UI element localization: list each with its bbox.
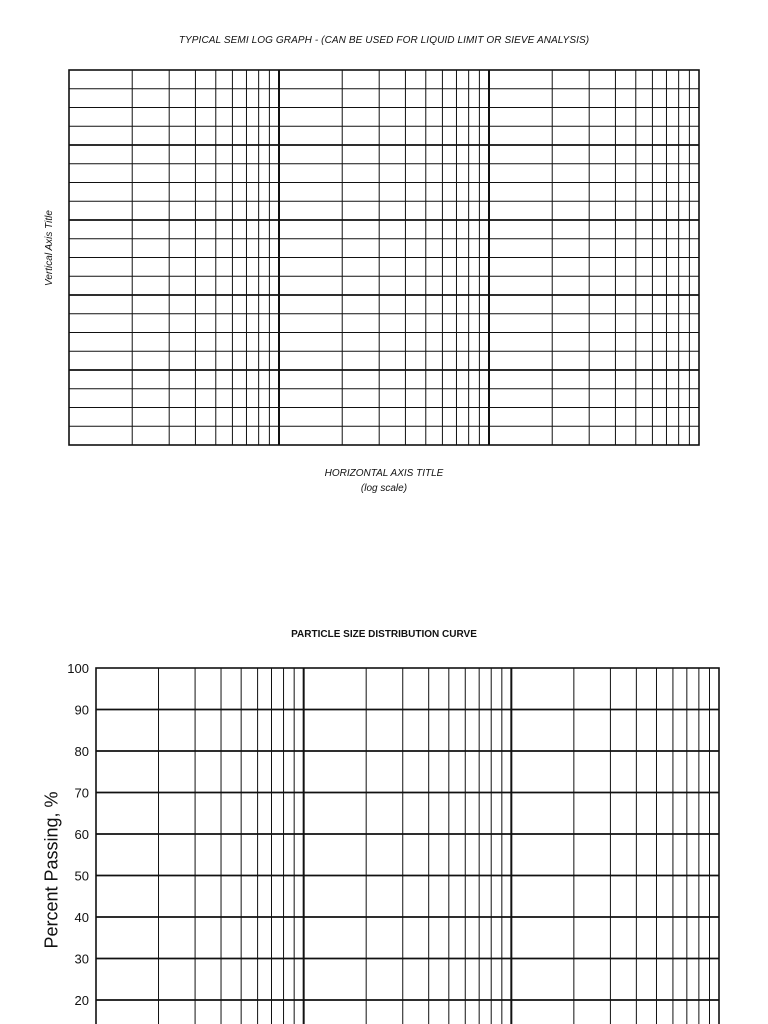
graph2-title: PARTICLE SIZE DISTRIBUTION CURVE	[291, 629, 477, 640]
graph1-vertical-axis-title: Vertical Axis Title	[44, 210, 55, 286]
graph2-y-tick-label: 100	[67, 661, 89, 676]
graph2-y-tick-label: 40	[74, 910, 89, 925]
graph2-y-tick-label: 90	[74, 702, 89, 718]
graph2-y-tick-label: 20	[74, 993, 89, 1008]
graph2-ylabel: Percent Passing, %	[41, 791, 62, 949]
graph1-title: TYPICAL SEMI LOG GRAPH - (CAN BE USED FOR LIQUID LIMIT OR SIEVE ANALYSIS)	[178, 35, 590, 46]
graph2-y-tick-label: 30	[74, 951, 89, 967]
graph1-horizontal-axis-note: (log scale)	[360, 483, 408, 494]
graph2-frame	[96, 668, 719, 1024]
graph2-y-tick-label: 80	[74, 744, 89, 759]
graph2-y-tick-label: 70	[74, 785, 89, 801]
graph2-y-tick-label: 50	[74, 868, 89, 884]
graph1-horizontal-axis-title: HORIZONTAL AXIS TITLE	[324, 468, 444, 479]
graph2-y-tick-label: 60	[74, 827, 89, 842]
